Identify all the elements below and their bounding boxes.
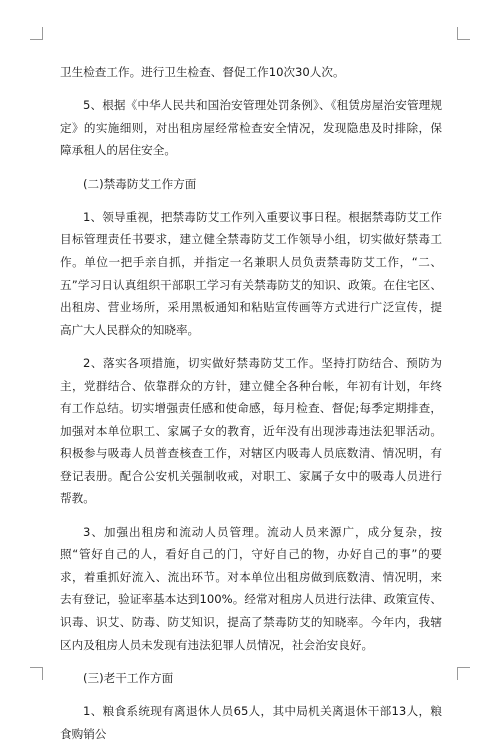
paragraph-measures: 2、落实各项措施，切实做好禁毒防艾工作。坚持打防结合、预防为主，党群结合、依靠群众的方针，建立健全各种台帐，年初有计划，年终有工作总结。切实增强责任感和使命感，每月检查、督促;每季定期排查，加强对本单位职工、家属子女的教育，近年没有出现涉毒违法犯罪活动。积极参与吸毒人员普查核查工作，对辖区内吸毒人员底数清、情况明，有登记表册。配合公安机关强制收戒，对职工、家属子女中的吸毒人员进行帮教。 — [60, 355, 442, 506]
crop-mark-top-right — [457, 27, 470, 40]
paragraph-hygiene-continuation: 卫生检查工作。进行卫生检查、督促工作10次30人次。 — [60, 65, 345, 79]
crop-mark-bottom-right — [457, 667, 470, 680]
paragraph-retirees: 1、粮食系统现有离退休人员65人，其中局机关离退休干部13人，粮食购销公 — [60, 704, 442, 741]
section-heading-retired-cadres: (三)老干工作方面 — [83, 670, 174, 685]
paragraph-floating-population: 3、加强出租房和流动人员管理。流动人员来源广，成分复杂，按照“管好自己的人，看好自己的门，守好自己的物，办好自己的事”的要求，着重抓好流入、流出环节。对本单位出租房做到底数清、情况明，来去有登记，验证率基本达到100%。经常对租房人员进行法律、政策宣传、识毒、识艾、防毒、防艾知识，提高了禁毒防艾的知晓率。今年内，我辖区内及租房人员未发现有违法犯罪人员情况，社会治安良好。 — [60, 524, 442, 652]
crop-mark-top-left — [30, 27, 43, 40]
paragraph-leadership: 1、领导重视，把禁毒防艾工作列入重要议事日程。根据禁毒防艾工作目标管理责任书要求，建立健全禁毒防艾工作领导小组，切实做好禁毒工作。单位一把手亲自抓，并指定一名兼职人员负责禁毒防艾工作，“二、五”学习日认真组织干部职工学习有关禁毒防艾的知识、政策。在住宅区、出租房、营业场所，采用黑板通知和粘贴宣传画等方式进行广泛宣传，提高广大人民群众的知晓率。 — [60, 209, 442, 337]
section-heading-drug-aids: (二)禁毒防艾工作方面 — [83, 176, 197, 191]
document-body — [60, 61, 442, 756]
crop-mark-bottom-left — [30, 667, 43, 680]
paragraph-rental-safety: 5、根据《中华人民共和国治安管理处罚条例》、《租赁房屋治安管理规定》的实施细则，对出租房屋经常检查安全情况，发现隐患及时排除，保障承租人的居住安全。 — [60, 98, 442, 158]
